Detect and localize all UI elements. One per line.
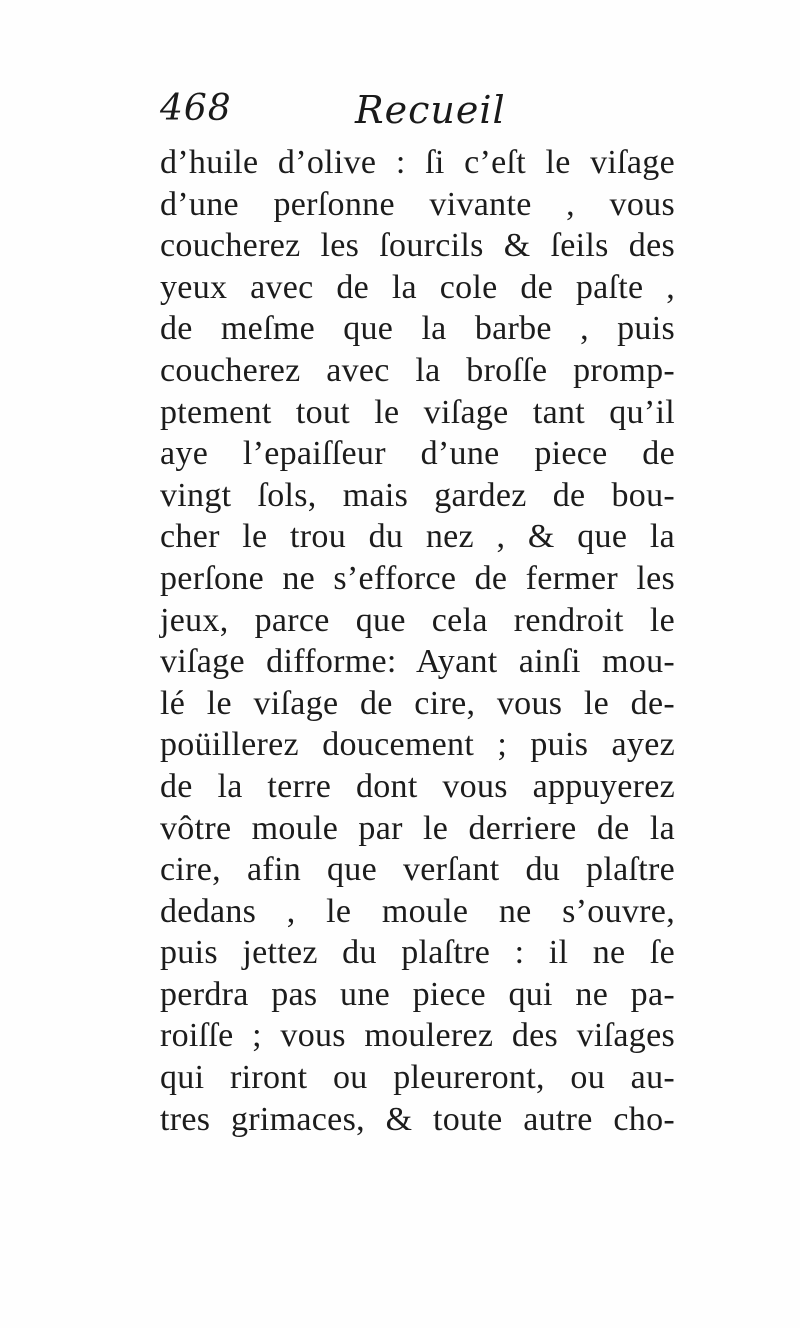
text-line: lé le viſage de cire, vous le de- (160, 684, 675, 722)
text-line: cire, afin que verſant du plaſtre (160, 851, 675, 889)
text-line: yeux avec de la cole de paſte , (160, 268, 675, 306)
text-line: cher le trou du nez , & que la (160, 518, 675, 556)
text-line: roiſſe ; vous moulerez des viſages (160, 1017, 675, 1055)
text-line: d’une perſonne vivante , vous (160, 185, 675, 223)
text-line: ptement tout le viſage tant qu’il (160, 393, 675, 431)
text-line: jeux, parce que cela rendroit le (160, 601, 675, 639)
body-text (160, 142, 675, 1140)
text-line: poüillerez doucement ; puis ayez (160, 726, 675, 764)
text-line: d’huile d’olive : ſi c’eſt le viſage (160, 144, 675, 181)
text-line: de la terre dont vous appuyerez (160, 767, 675, 805)
text-line: vingt ſols, mais gardez de bou- (160, 476, 675, 514)
text-line: vôtre moule par le derriere de la (160, 809, 675, 847)
text-line: perſone ne s’efforce de fermer les (160, 559, 675, 597)
running-head (160, 88, 680, 144)
text-line: dedans , le moule ne s’ouvre, (160, 892, 675, 930)
text-line: coucherez les ſourcils & ſeils des (160, 227, 675, 265)
text-line: de meſme que la barbe , puis (160, 310, 675, 348)
text-line: viſage difforme: Ayant ainſi mou- (160, 643, 675, 681)
text-line: aye l’epaiſſeur d’une piece de (160, 435, 675, 473)
text-line: coucherez avec la broſſe promp- (160, 351, 675, 389)
page-number: 468 (160, 88, 232, 129)
text-line: puis jettez du plaſtre : il ne ſe (160, 934, 675, 972)
running-title: Recueil (355, 88, 506, 132)
text-line: qui riront ou pleureront, ou au- (160, 1059, 675, 1097)
text-line: perdra pas une piece qui ne pa- (160, 975, 675, 1013)
text-line: tres grimaces, & toute autre cho- (160, 1100, 675, 1138)
